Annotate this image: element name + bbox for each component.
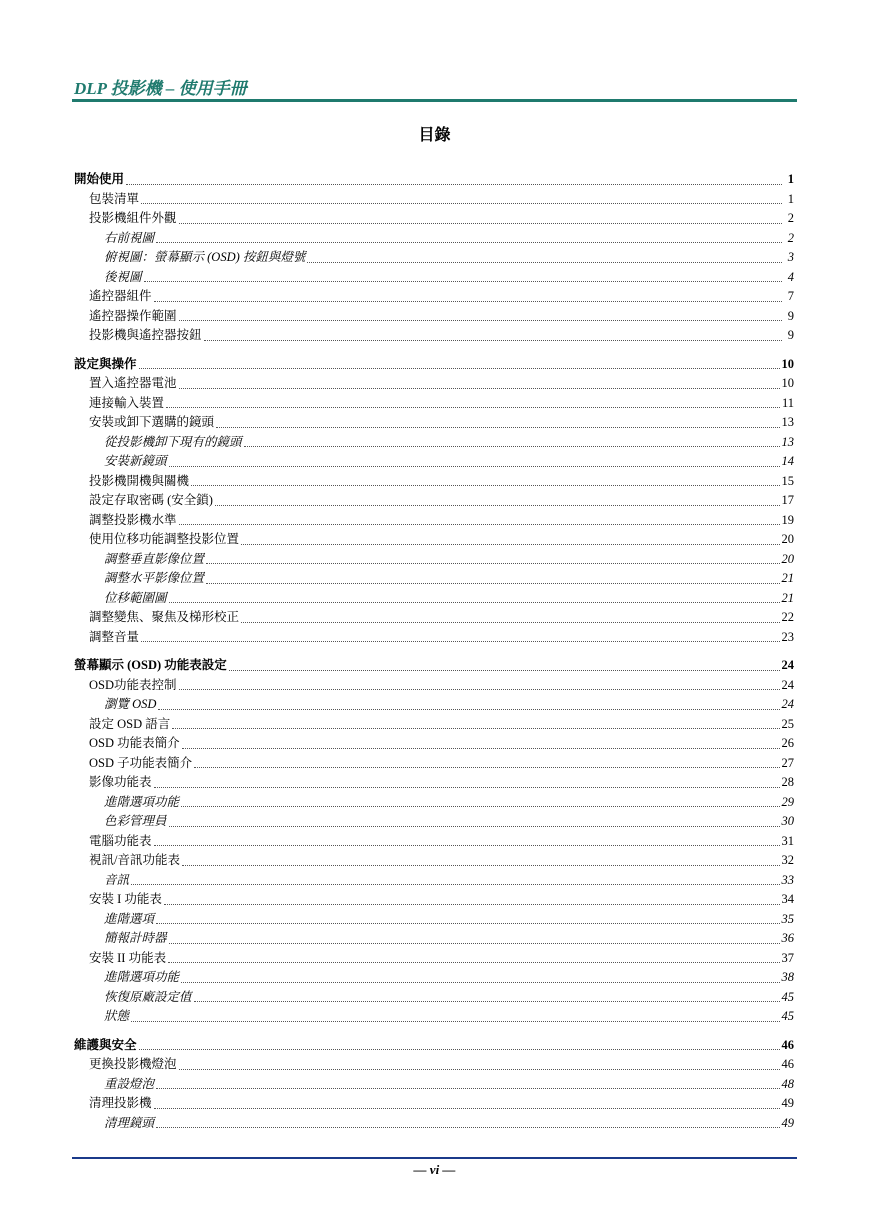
toc-page-number: 37 bbox=[781, 950, 794, 965]
toc-entry-title: 維護與安全 bbox=[74, 1037, 137, 1052]
toc-page-number: 49 bbox=[781, 1096, 794, 1110]
toc-subsection[interactable] bbox=[74, 589, 794, 609]
toc-subsection[interactable] bbox=[74, 910, 794, 930]
toc-page-number: 31 bbox=[781, 833, 794, 848]
toc-page-number: 11 bbox=[781, 395, 794, 410]
toc-chapter[interactable] bbox=[74, 1036, 794, 1056]
toc-entry-title: OSD功能表控制 bbox=[89, 677, 177, 692]
toc-section[interactable] bbox=[74, 676, 794, 696]
toc-subsection[interactable] bbox=[74, 968, 794, 988]
toc-subsection[interactable] bbox=[74, 569, 794, 589]
toc-entry-title: 俯視圖：螢幕顯示 (OSD) 按鈕與燈號 bbox=[104, 250, 306, 264]
toc-entry-title: 進階選項功能 bbox=[104, 794, 180, 809]
toc-dot-leader bbox=[307, 261, 782, 263]
toc-dot-leader bbox=[158, 708, 779, 710]
toc-section[interactable] bbox=[74, 209, 794, 229]
toc-section[interactable] bbox=[74, 374, 794, 394]
toc-page-number: 24 bbox=[781, 697, 794, 711]
toc-subsection[interactable] bbox=[74, 1075, 794, 1095]
toc-page-number: 1 bbox=[787, 172, 794, 186]
toc-page-number: 25 bbox=[781, 716, 794, 731]
toc-entry-title: 色彩管理員 bbox=[104, 814, 167, 828]
footer-rule bbox=[72, 1157, 797, 1159]
toc-entry-title: 從投影機卸下現有的鏡頭 bbox=[104, 434, 242, 449]
toc-dot-leader bbox=[139, 367, 780, 369]
toc-dot-leader bbox=[166, 406, 780, 408]
toc-entry-title: 恢復原廠設定值 bbox=[104, 989, 192, 1004]
toc-dot-leader bbox=[179, 1068, 780, 1070]
toc-entry-title: 瀏覽 OSD bbox=[104, 697, 157, 711]
toc-entry-title: 置入遙控器電池 bbox=[89, 376, 177, 390]
running-header: DLP 投影機 – 使用手冊 bbox=[74, 79, 247, 98]
toc-page-number: 49 bbox=[781, 1115, 794, 1130]
toc-entry-title: 調整投影機水準 bbox=[89, 512, 177, 527]
toc-page-number: 20 bbox=[781, 532, 794, 546]
toc-page-number: 9 bbox=[787, 328, 794, 342]
toc-page-number: 2 bbox=[787, 230, 794, 245]
toc-section[interactable] bbox=[74, 715, 794, 735]
toc-section[interactable] bbox=[74, 773, 794, 793]
toc-dot-leader bbox=[141, 640, 779, 642]
toc-dot-leader bbox=[181, 981, 779, 983]
toc-page-number: 19 bbox=[781, 512, 794, 527]
toc-dot-leader bbox=[182, 747, 780, 749]
toc-entry-title: 調整變焦、聚焦及梯形校正 bbox=[89, 610, 240, 624]
toc-section[interactable] bbox=[74, 190, 794, 210]
toc-subsection[interactable] bbox=[74, 1114, 794, 1134]
page-title: 目錄 bbox=[418, 125, 451, 144]
toc-page-number: 14 bbox=[781, 454, 794, 468]
toc-dot-leader bbox=[241, 543, 779, 545]
toc-page-number: 33 bbox=[781, 872, 794, 887]
toc-page-number: 20 bbox=[781, 551, 794, 566]
toc-dot-leader bbox=[179, 523, 780, 525]
toc-entry-title: 清理鏡頭 bbox=[104, 1115, 155, 1130]
toc-dot-leader bbox=[181, 805, 779, 807]
toc-page-number: 26 bbox=[781, 736, 794, 750]
toc-page-number: 2 bbox=[787, 211, 794, 225]
toc-page-number: 38 bbox=[781, 970, 794, 984]
toc-page-number: 30 bbox=[781, 814, 794, 828]
toc-dot-leader bbox=[156, 1087, 779, 1089]
toc-dot-leader bbox=[156, 922, 779, 924]
toc-section[interactable] bbox=[74, 1055, 794, 1075]
toc-subsection[interactable] bbox=[74, 550, 794, 570]
table-of-contents bbox=[74, 170, 794, 1133]
toc-entry-title: 設定存取密碼 (安全鎖) bbox=[89, 493, 213, 507]
toc-section[interactable] bbox=[74, 890, 794, 910]
toc-page-number: 24 bbox=[781, 658, 794, 672]
toc-page-number: 27 bbox=[781, 755, 794, 770]
toc-page-number: 22 bbox=[781, 610, 794, 624]
toc-dot-leader bbox=[126, 183, 782, 185]
toc-page-number: 35 bbox=[781, 911, 794, 926]
toc-entry-title: 影像功能表 bbox=[89, 775, 152, 789]
toc-dot-leader bbox=[179, 222, 782, 224]
toc-page-number: 32 bbox=[781, 853, 794, 867]
toc-dot-leader bbox=[194, 1000, 780, 1002]
toc-chapter[interactable] bbox=[74, 656, 794, 676]
toc-entry-title: 安裝新鏡頭 bbox=[104, 454, 167, 468]
toc-section[interactable] bbox=[74, 1094, 794, 1114]
toc-entry-title: OSD 子功能表簡介 bbox=[89, 755, 193, 770]
toc-section[interactable] bbox=[74, 608, 794, 628]
toc-entry-title: 位移範圍圖 bbox=[104, 590, 167, 605]
toc-page-number: 48 bbox=[781, 1076, 794, 1091]
toc-subsection[interactable] bbox=[74, 229, 794, 249]
toc-entry-title: 遙控器組件 bbox=[89, 289, 152, 303]
toc-page-number: 13 bbox=[781, 415, 794, 429]
toc-entry-title: 進階選項 bbox=[104, 911, 155, 926]
toc-subsection[interactable] bbox=[74, 695, 794, 715]
toc-subsection[interactable] bbox=[74, 812, 794, 832]
toc-dot-leader bbox=[154, 1107, 780, 1109]
toc-section[interactable] bbox=[74, 326, 794, 346]
toc-entry-title: 清理投影機 bbox=[89, 1096, 152, 1110]
toc-dot-leader bbox=[194, 766, 779, 768]
toc-section[interactable] bbox=[74, 734, 794, 754]
toc-dot-leader bbox=[154, 300, 782, 302]
toc-entry-title: 調整水平影像位置 bbox=[104, 571, 205, 585]
toc-dot-leader bbox=[241, 621, 779, 623]
toc-dot-leader bbox=[139, 1048, 780, 1050]
toc-page-number: 45 bbox=[781, 1009, 794, 1023]
toc-chapter[interactable] bbox=[74, 355, 794, 375]
toc-subsection[interactable] bbox=[74, 268, 794, 288]
toc-entry-title: 遙控器操作範圍 bbox=[89, 308, 177, 323]
toc-entry-title: 設定 OSD 語言 bbox=[89, 716, 171, 731]
toc-entry-title: 視訊/音訊功能表 bbox=[89, 853, 180, 867]
toc-section[interactable] bbox=[74, 628, 794, 648]
toc-section[interactable] bbox=[74, 394, 794, 414]
toc-dot-leader bbox=[244, 445, 780, 447]
toc-entry-title: 電腦功能表 bbox=[89, 833, 152, 848]
toc-entry-title: OSD 功能表簡介 bbox=[89, 736, 180, 750]
toc-page-number: 46 bbox=[781, 1037, 794, 1052]
toc-section[interactable] bbox=[74, 832, 794, 852]
toc-page-number: 15 bbox=[781, 473, 794, 488]
toc-page-number: 21 bbox=[781, 571, 794, 585]
page-number: — vi — bbox=[413, 1162, 456, 1177]
toc-section[interactable] bbox=[74, 530, 794, 550]
toc-dot-leader bbox=[169, 942, 780, 944]
toc-entry-title: 重設燈泡 bbox=[104, 1076, 155, 1091]
toc-dot-leader bbox=[131, 883, 779, 885]
toc-entry-title: 安裝 II 功能表 bbox=[89, 950, 167, 965]
toc-entry-title: 投影機組件外觀 bbox=[89, 211, 177, 225]
toc-dot-leader bbox=[179, 319, 782, 321]
toc-entry-title: 投影機開機與關機 bbox=[89, 473, 190, 488]
toc-page-number: 46 bbox=[781, 1057, 794, 1071]
toc-dot-leader bbox=[169, 601, 780, 603]
toc-subsection[interactable] bbox=[74, 433, 794, 453]
toc-dot-leader bbox=[156, 1126, 779, 1128]
toc-subsection[interactable] bbox=[74, 1007, 794, 1027]
toc-dot-leader bbox=[215, 504, 780, 506]
toc-page-number: 10 bbox=[781, 356, 794, 371]
toc-dot-leader bbox=[168, 961, 779, 963]
toc-section[interactable] bbox=[74, 413, 794, 433]
toc-page-number: 24 bbox=[781, 677, 794, 692]
toc-entry-title: 音訊 bbox=[104, 872, 130, 887]
toc-subsection[interactable] bbox=[74, 793, 794, 813]
toc-entry-title: 簡報計時器 bbox=[104, 931, 167, 945]
toc-page-number: 34 bbox=[781, 892, 794, 906]
toc-entry-title: 螢幕顯示 (OSD) 功能表設定 bbox=[74, 658, 227, 672]
toc-subsection[interactable] bbox=[74, 988, 794, 1008]
header-rule bbox=[72, 99, 797, 102]
toc-page-number: 23 bbox=[781, 629, 794, 644]
toc-entry-title: 後視圖 bbox=[104, 269, 142, 284]
toc-page-number: 36 bbox=[781, 931, 794, 945]
toc-dot-leader bbox=[229, 669, 780, 671]
toc-section[interactable] bbox=[74, 851, 794, 871]
toc-dot-leader bbox=[179, 688, 780, 690]
toc-entry-title: 連接輸入裝置 bbox=[89, 395, 165, 410]
toc-dot-leader bbox=[144, 280, 782, 282]
toc-section[interactable] bbox=[74, 949, 794, 969]
toc-entry-title: 設定與操作 bbox=[74, 356, 137, 371]
toc-dot-leader bbox=[191, 484, 779, 486]
toc-entry-title: 安裝或卸下選購的鏡頭 bbox=[89, 415, 215, 429]
toc-subsection[interactable] bbox=[74, 248, 794, 268]
toc-page-number: 29 bbox=[781, 794, 794, 809]
toc-dot-leader bbox=[156, 241, 782, 243]
toc-page-number: 21 bbox=[781, 590, 794, 605]
toc-section[interactable] bbox=[74, 307, 794, 327]
toc-dot-leader bbox=[204, 339, 782, 341]
toc-entry-title: 調整垂直影像位置 bbox=[104, 551, 205, 566]
toc-entry-title: 投影機與遙控器按鈕 bbox=[89, 328, 202, 342]
toc-entry-title: 更換投影機燈泡 bbox=[89, 1057, 177, 1071]
toc-page-number: 17 bbox=[781, 493, 794, 507]
toc-entry-title: 使用位移功能調整投影位置 bbox=[89, 532, 240, 546]
toc-dot-leader bbox=[131, 1020, 779, 1022]
toc-dot-leader bbox=[182, 864, 780, 866]
toc-section[interactable] bbox=[74, 511, 794, 531]
toc-dot-leader bbox=[141, 202, 782, 204]
toc-subsection[interactable] bbox=[74, 871, 794, 891]
toc-dot-leader bbox=[179, 387, 780, 389]
toc-page-number: 28 bbox=[781, 775, 794, 789]
toc-dot-leader bbox=[206, 582, 779, 584]
toc-entry-title: 進階選項功能 bbox=[104, 970, 180, 984]
toc-page-number: 4 bbox=[787, 269, 794, 284]
toc-page-number: 10 bbox=[781, 376, 794, 390]
toc-page-number: 7 bbox=[787, 289, 794, 303]
toc-entry-title: 調整音量 bbox=[89, 629, 140, 644]
toc-dot-leader bbox=[164, 903, 780, 905]
toc-page-number: 13 bbox=[781, 434, 794, 449]
toc-chapter[interactable] bbox=[74, 170, 794, 190]
toc-page-number: 45 bbox=[781, 989, 794, 1004]
toc-section[interactable] bbox=[74, 287, 794, 307]
toc-entry-title: 安裝 I 功能表 bbox=[89, 892, 162, 906]
toc-entry-title: 包裝清單 bbox=[89, 191, 140, 206]
toc-section[interactable] bbox=[74, 472, 794, 492]
toc-dot-leader bbox=[172, 727, 779, 729]
toc-section[interactable] bbox=[74, 491, 794, 511]
toc-dot-leader bbox=[154, 786, 780, 788]
toc-dot-leader bbox=[169, 465, 780, 467]
toc-dot-leader bbox=[206, 562, 779, 564]
toc-section[interactable] bbox=[74, 754, 794, 774]
toc-dot-leader bbox=[154, 844, 780, 846]
toc-subsection[interactable] bbox=[74, 452, 794, 472]
toc-entry-title: 開始使用 bbox=[74, 172, 125, 186]
toc-page-number: 1 bbox=[787, 191, 794, 206]
toc-dot-leader bbox=[216, 426, 779, 428]
toc-subsection[interactable] bbox=[74, 929, 794, 949]
toc-entry-title: 右前視圖 bbox=[104, 230, 155, 245]
toc-page-number: 9 bbox=[787, 308, 794, 323]
toc-dot-leader bbox=[169, 825, 780, 827]
toc-page-number: 3 bbox=[787, 250, 794, 264]
toc-entry-title: 狀態 bbox=[104, 1009, 130, 1023]
